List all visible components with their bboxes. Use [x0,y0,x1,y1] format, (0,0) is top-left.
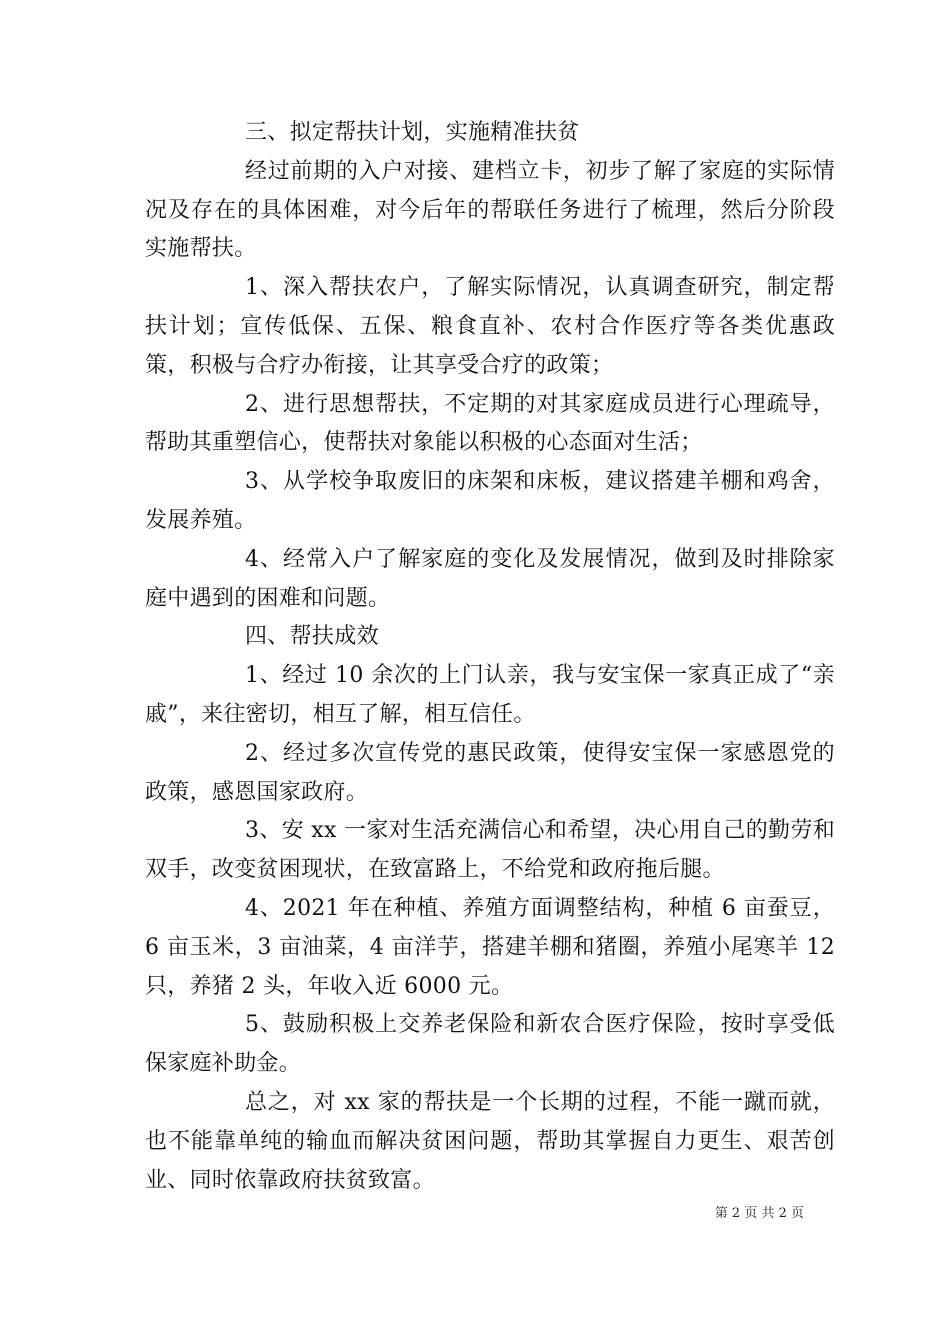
document-body [145,114,835,1200]
section-heading-3: 三、拟定帮扶计划，实施精准扶贫 [245,120,580,145]
page-number-footer: 第 2 页 共 2 页 [714,1206,804,1221]
paragraph-result-2: 2、经过多次宣传党的惠民政策，使得安宝保一家感恩党的政策，感恩国家政府。 [145,740,835,805]
paragraph-result-3: 3、安 xx 一家对生活充满信心和希望，决心用自己的勤劳和双手，改变贫困现状，在致富路上，不给党和政府拖后腿。 [145,818,835,883]
paragraph-plan-1: 1、深入帮扶农户，了解实际情况，认真调查研究，制定帮扶计划；宣传低保、五保、粮食直补、农村合作医疗等各类优惠政策，积极与合疗办衔接，让其享受合疗的政策； [145,275,835,378]
paragraph-plan-3: 3、从学校争取废旧的床架和床板，建议搭建羊棚和鸡舍，发展养殖。 [145,469,835,533]
paragraph-plan-4: 4、经常入户了解家庭的变化及发展情况，做到及时排除家庭中遇到的困难和问题。 [145,546,835,611]
paragraph-plan-2: 2、进行思想帮扶，不定期的对其家庭成员进行心理疏导，帮助其重塑信心，使帮扶对象能以积极的心态面对生活； [145,391,835,456]
paragraph-intro: 经过前期的入户对接、建档立卡，初步了解了家庭的实际情况及存在的具体困难，对今后年的帮联任务进行了梳理，然后分阶段实施帮扶。 [145,158,835,262]
section-heading-4: 四、帮扶成效 [245,624,379,650]
paragraph-result-5: 5、鼓励积极上交养老保险和新农合医疗保险，按时享受低保家庭补助金。 [145,1012,835,1077]
paragraph-result-4: 4、2021 年在种植、养殖方面调整结构，种植 6 亩蚕豆，6 亩玉米，3 亩油菜，4 亩洋芋，搭建羊棚和猪圈，养殖小尾寒羊 12 只，养猪 2 头，年收入近 6000 元。 [145,895,835,999]
paragraph-result-1: 1、经过 10 余次的上门认亲，我与安宝保一家真正成了“亲戚”，来往密切，相互了解，相互信任。 [145,663,835,727]
paragraph-conclusion: 总之，对 xx 家的帮扶是一个长期的过程，不能一蹴而就，也不能靠单纯的输血而解决贫困问题，帮助其掌握自力更生、艰苦创业、同时依靠政府扶贫致富。 [145,1089,835,1193]
